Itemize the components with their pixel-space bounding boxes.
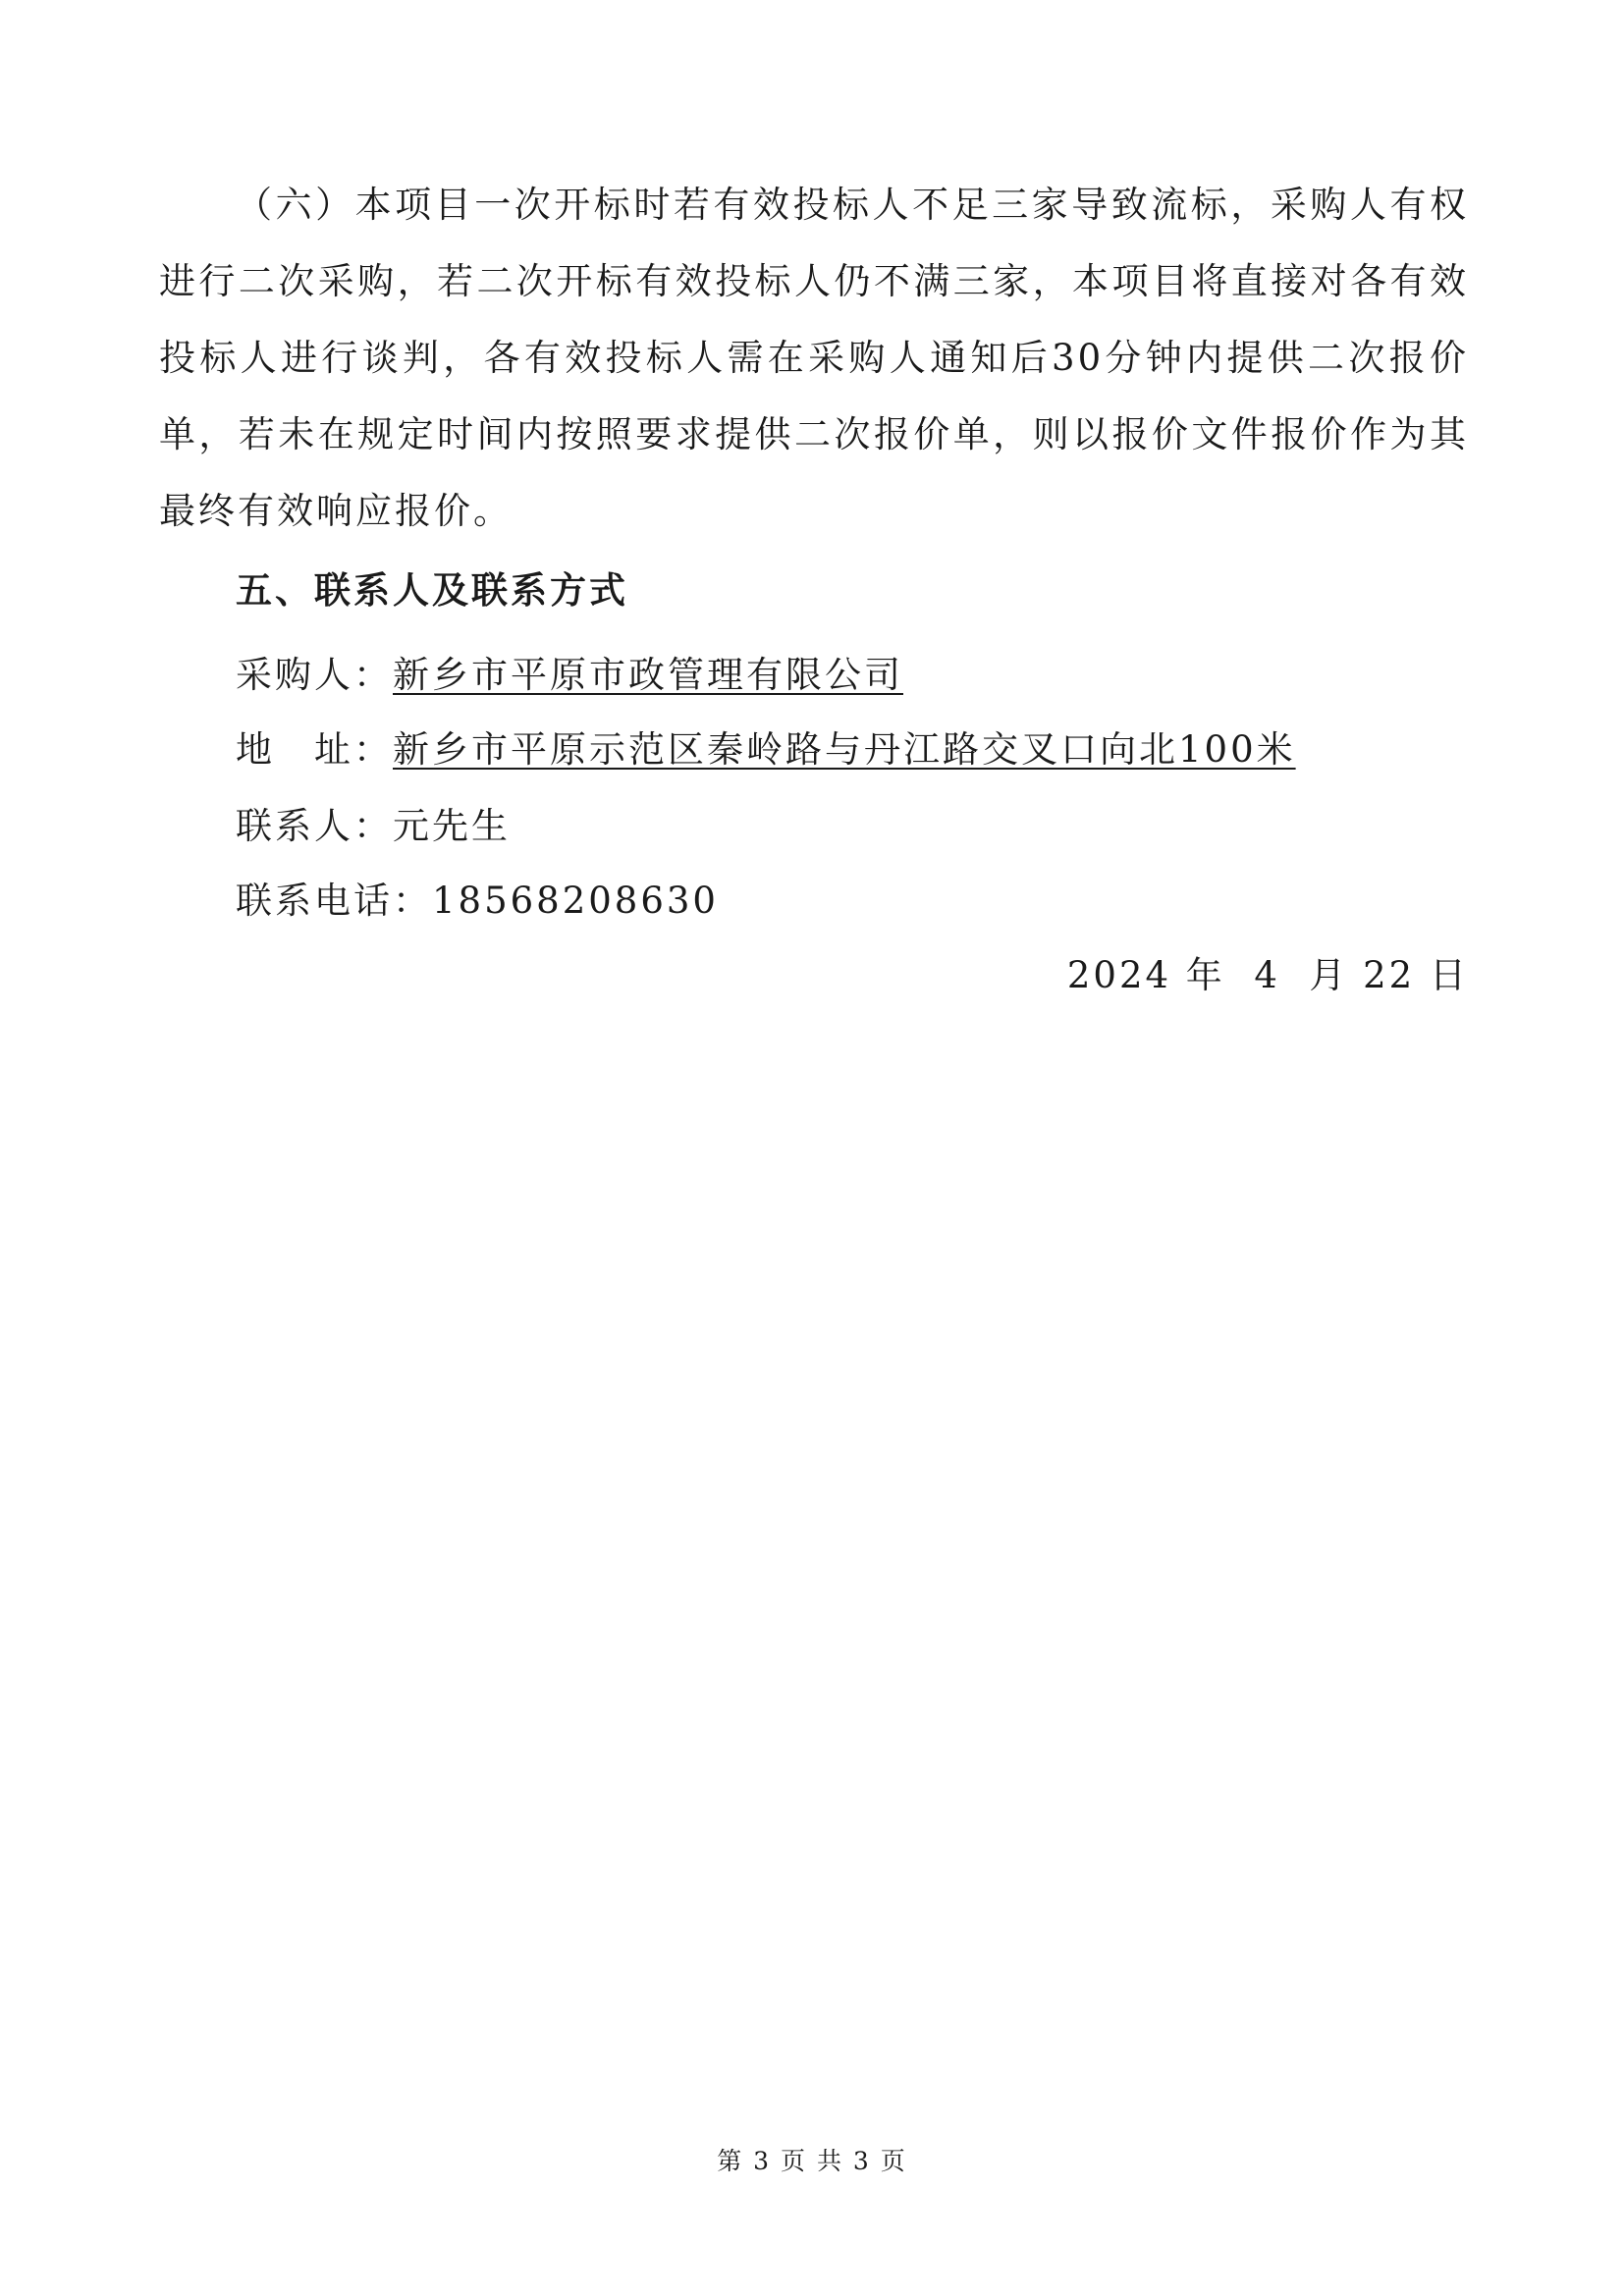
phone-value: 18568208630 <box>432 880 719 922</box>
document-date: 2024 年 4 月 22 日 <box>1066 954 1469 996</box>
phone-line <box>236 872 719 931</box>
purchaser-label: 采购人： <box>236 654 393 696</box>
contact-person-line <box>236 797 511 856</box>
contact-person-label: 联系人： <box>236 805 393 847</box>
contact-person-value: 元先生 <box>393 805 511 847</box>
phone-label: 联系电话： <box>236 880 432 922</box>
purchaser-line <box>236 646 903 705</box>
page-footer: 第 3 页 共 3 页 <box>717 2147 907 2175</box>
section-five-heading: 五、联系人及联系方式 <box>236 568 628 612</box>
paragraph-six: （六）本项目一次开标时若有效投标人不足三家导致流标，采购人有权进行二次采购，若二次开标有效投标人仍不满三家，本项目将直接对各有效投标人进行谈判，各有效投标人需在采购人通知后30分钟内提供二次报价单，若未在规定时间内按照要求提供二次报价单，则以报价文件报价作为其最终有效响应报价。 <box>159 184 1469 532</box>
address-value: 新乡市平原示范区秦岭路与丹江路交叉口向北100米 <box>393 728 1296 771</box>
address-line <box>236 721 1296 779</box>
address-label: 地 址： <box>236 728 393 771</box>
purchaser-value: 新乡市平原市政管理有限公司 <box>393 654 903 696</box>
